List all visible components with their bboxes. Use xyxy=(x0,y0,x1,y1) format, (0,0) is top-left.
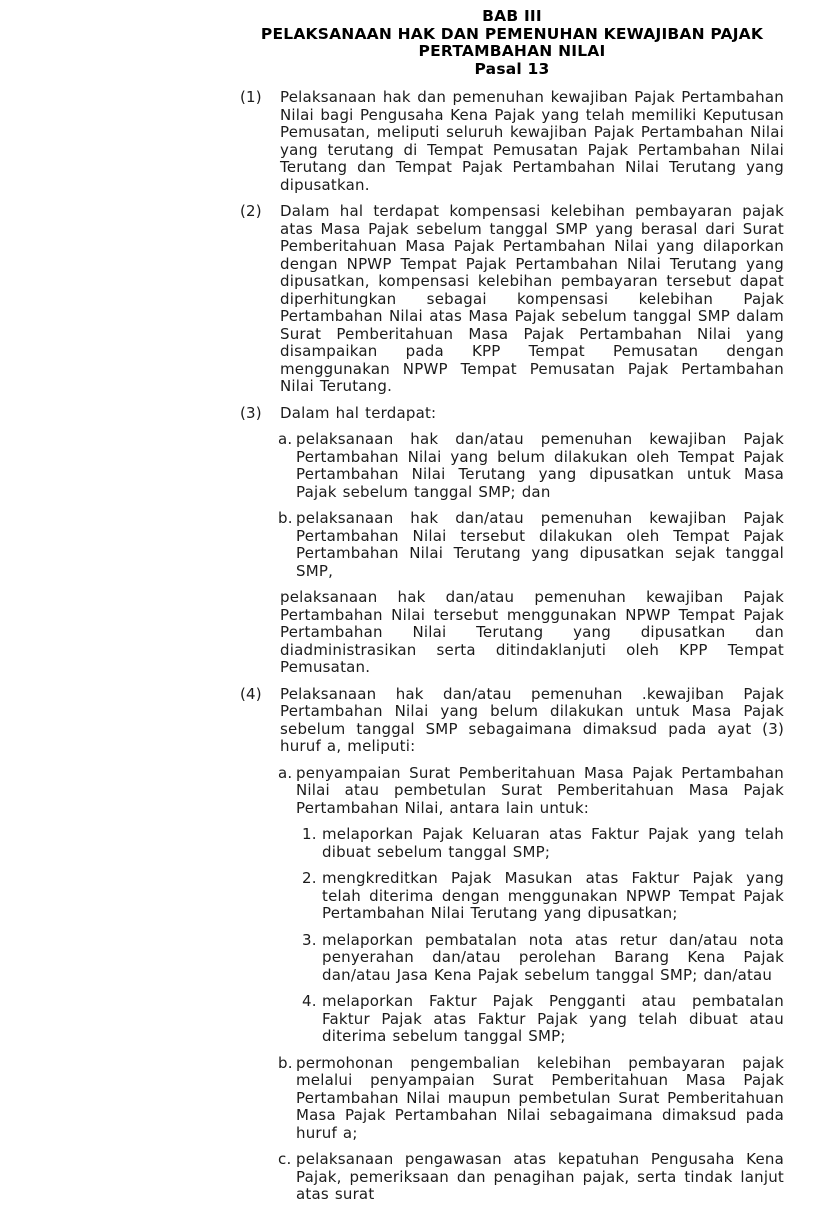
clause-text: Dalam hal terdapat: xyxy=(280,403,437,422)
clause-ayat-4-huruf-c xyxy=(278,1151,784,1204)
clause-ayat-3-huruf-b xyxy=(278,510,784,580)
clause-marker: b. xyxy=(278,1053,293,1072)
clause-text: pelaksanaan hak dan/atau pemenuhan kewajiban Pajak Pertambahan Nilai yang belum dilakukan oleh Tempat Pajak Pertambahan Nilai Terutang yang dipusatkan untuk Masa Pajak sebelum tanggal SMP; dan xyxy=(296,430,784,501)
clause-marker: (3) xyxy=(240,403,262,422)
clause-text: melaporkan pembatalan nota atas retur dan/atau nota penyerahan dan/atau perolehan Barang Kena Pajak dan/atau Jasa Kena Pajak sebelum tanggal SMP; dan/atau xyxy=(322,930,784,984)
clause-text: melaporkan Pajak Keluaran atas Faktur Pajak yang telah dibuat sebelum tanggal SMP; xyxy=(322,825,784,861)
clause-text: melaporkan Faktur Pajak Pengganti atau pembatalan Faktur Pajak atas Faktur Pajak yang telah dibuat atau diterima sebelum tanggal SMP; xyxy=(322,992,784,1045)
article-body xyxy=(240,89,784,1204)
clause-ayat-4 xyxy=(240,686,784,756)
clause-marker: a. xyxy=(278,430,293,448)
clause-text: Pelaksanaan hak dan pemenuhan kewajiban Pajak Pertambahan Nilai bagi Pengusaha Kena Pajak yang telah memiliki Keputusan Pemusatan, meliputi seluruh kewajiban Pajak Pertambahan Nilai yang terutang di Tempat Pemusatan Pajak Pertambahan Nilai Terutang dan Tempat Pajak Pertambahan Nilai Terutang yang dipusatkan. xyxy=(280,88,784,194)
clause-marker: 4. xyxy=(302,992,317,1010)
clause-marker: (2) xyxy=(240,202,262,220)
clause-marker: a. xyxy=(278,763,293,782)
clause-ayat-4-huruf-a-angka-1 xyxy=(302,826,784,861)
clause-ayat-1 xyxy=(240,89,784,194)
clause-text: mengkreditkan Pajak Masukan atas Faktur Pajak yang telah diterima dengan menggunakan NPWP Tempat Pajak Pertambahan Nilai Terutang yang dipusatkan; xyxy=(322,869,784,922)
clause-marker: 1. xyxy=(302,825,317,843)
document-content xyxy=(240,8,784,1213)
article-heading: Pasal 13 xyxy=(474,59,550,78)
clause-text: Dalam hal terdapat kompensasi kelebihan pembayaran pajak atas Masa Pajak sebelum tanggal SMP yang berasal dari Surat Pemberitahuan Masa Pajak Pertambahan Nilai yang dilaporkan dengan NPWP Tempat Pajak Pertambahan Nilai Terutang yang dipusatkan, kompensasi kelebihan pembayaran tersebut dapat diperhitungkan sebagai kompensasi kelebihan Pajak Pertambahan Nilai atas Masa Pajak sebelum tanggal SMP dalam Surat Pemberitahuan Masa Pajak Pertambahan Nilai yang disampaikan pada KPP Tempat Pemusatan dengan menggunakan NPWP Tempat Pemusatan Pajak Pertambahan Nilai Terutang. xyxy=(280,202,784,395)
clause-ayat-4-huruf-a-angka-4 xyxy=(302,993,784,1046)
clause-text: Pelaksanaan hak dan/atau pemenuhan .kewajiban Pajak Pertambahan Nilai yang belum dilakukan untuk Masa Pajak sebelum tanggal SMP sebagaimana dimaksud pada ayat (3) huruf a, meliputi: xyxy=(280,684,784,755)
clause-ayat-3-closing xyxy=(280,589,784,677)
clause-ayat-4-huruf-a xyxy=(278,765,784,818)
clause-marker: (4) xyxy=(240,684,262,703)
clause-marker: (1) xyxy=(240,88,262,106)
clause-ayat-4-huruf-b xyxy=(278,1055,784,1143)
clause-ayat-2 xyxy=(240,203,784,396)
document-heading xyxy=(240,8,784,78)
clause-marker: 2. xyxy=(302,869,317,887)
clause-ayat-3-huruf-a xyxy=(278,431,784,501)
clause-text: pelaksanaan hak dan/atau pemenuhan kewajiban Pajak Pertambahan Nilai tersebut dilakukan oleh Tempat Pajak Pertambahan Nilai Terutang yang dipusatkan sejak tanggal SMP, xyxy=(296,509,784,580)
clause-ayat-4-huruf-a-angka-3 xyxy=(302,932,784,985)
clause-text: pelaksanaan hak dan/atau pemenuhan kewajiban Pajak Pertambahan Nilai tersebut menggunakan NPWP Tempat Pajak Pertambahan Nilai Terutang yang dipusatkan dan diadministrasikan serta ditindaklanjuti oleh KPP Tempat Pemusatan. xyxy=(280,588,784,676)
clause-marker: c. xyxy=(278,1150,292,1168)
chapter-title: PELAKSANAAN HAK DAN PEMENUHAN KEWAJIBAN PAJAK PERTAMBAHAN NILAI xyxy=(260,24,764,60)
clause-text: penyampaian Surat Pemberitahuan Masa Pajak Pertambahan Nilai atau pembetulan Surat Pemberitahuan Masa Pajak Pertambahan Nilai, antara lain untuk: xyxy=(296,763,784,817)
clause-marker: 3. xyxy=(302,930,317,949)
clause-text: pelaksanaan pengawasan atas kepatuhan Pengusaha Kena Pajak, pemeriksaan dan penagihan pajak, serta tindak lanjut atas surat xyxy=(296,1150,784,1203)
clause-marker: b. xyxy=(278,509,293,527)
chapter-heading: BAB III xyxy=(482,7,542,25)
clause-ayat-3 xyxy=(240,405,784,423)
clause-text: permohonan pengembalian kelebihan pembayaran pajak melalui penyampaian Surat Pemberitahuan Masa Pajak Pertambahan Nilai maupun pembetulan Surat Pemberitahuan Masa Pajak Pertambahan Nilai sebagaimana dimaksud pada huruf a; xyxy=(296,1053,784,1142)
clause-ayat-4-huruf-a-angka-2 xyxy=(302,870,784,923)
